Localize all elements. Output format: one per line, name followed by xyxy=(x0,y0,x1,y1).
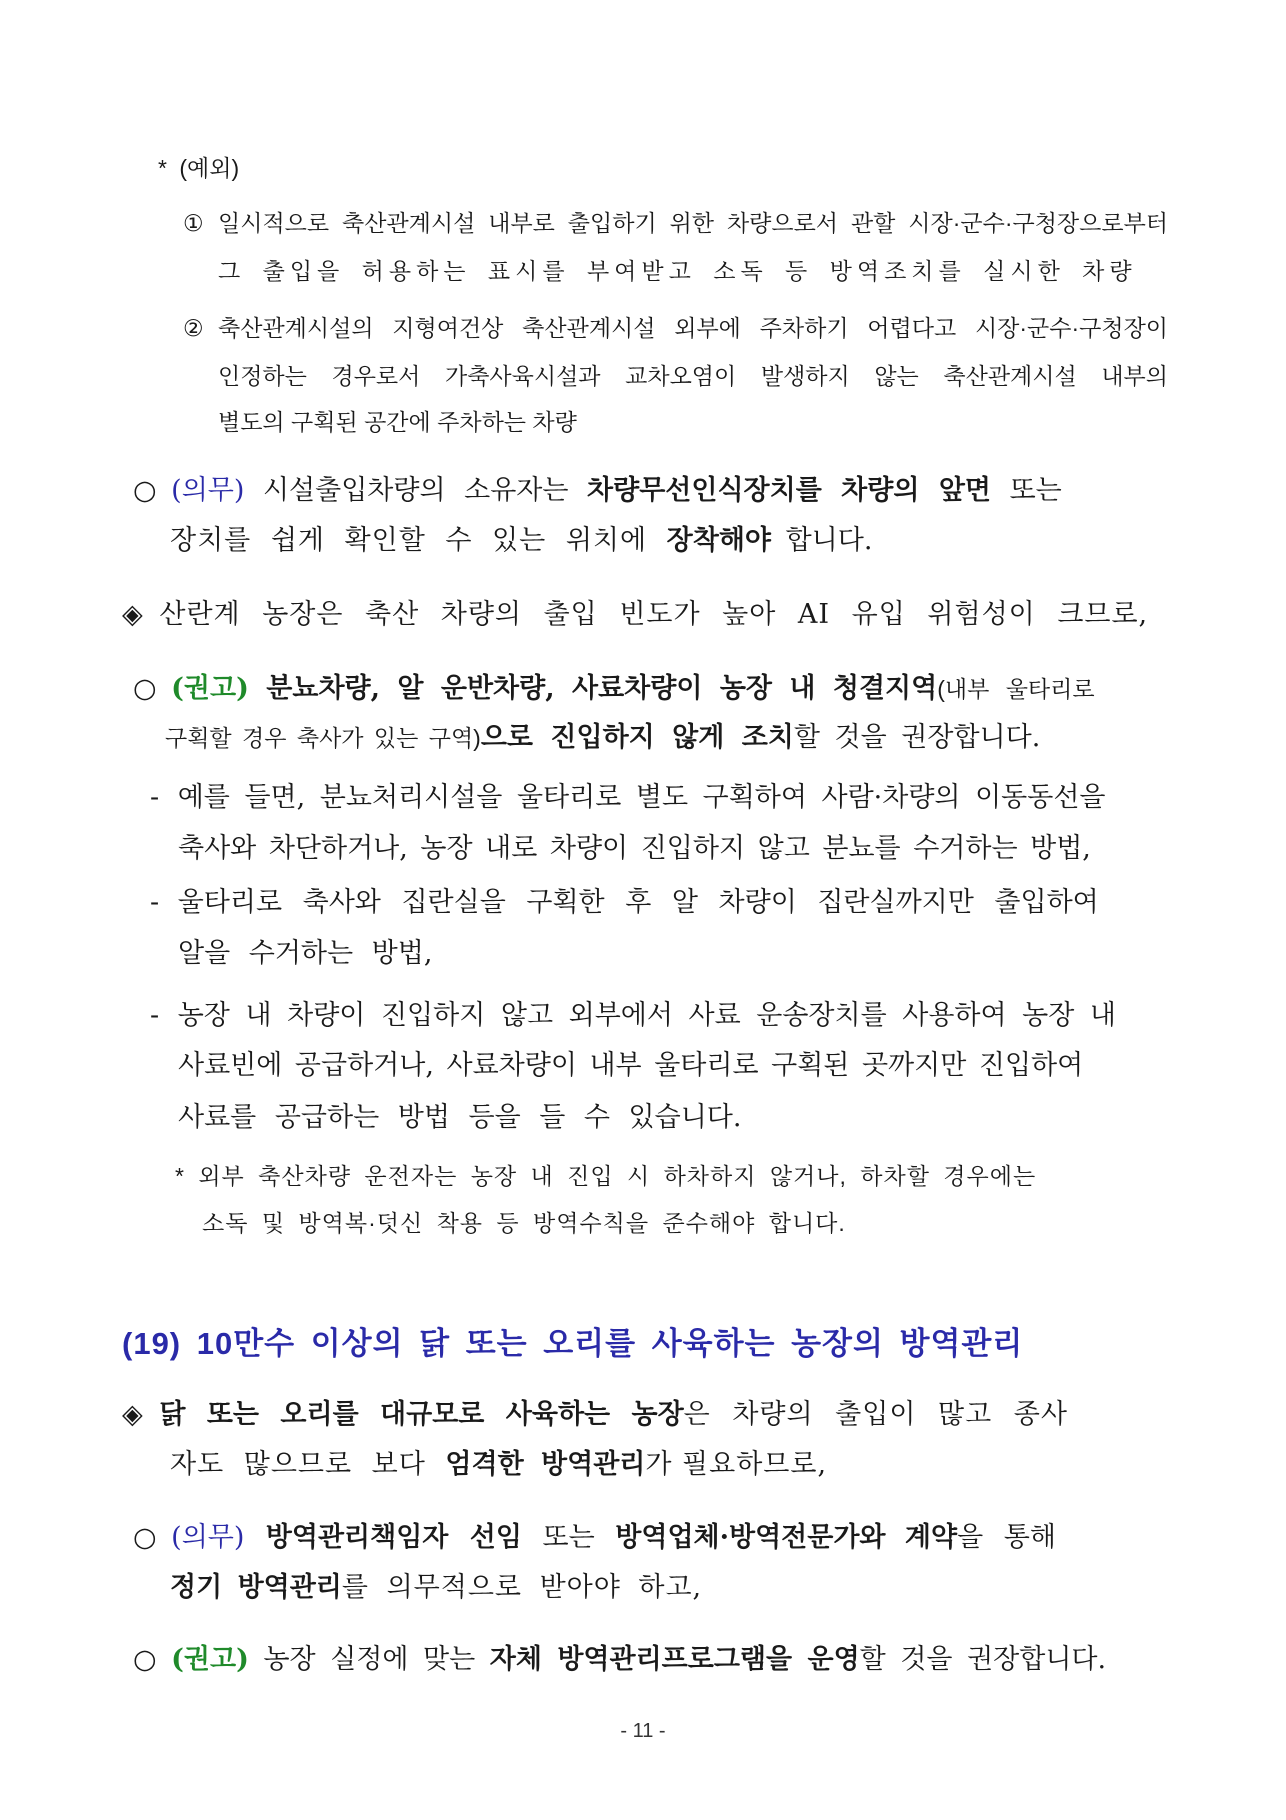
exception-item1-line2 xyxy=(218,253,1137,286)
obligation1-line1 xyxy=(133,468,1062,507)
obligation2-line2 xyxy=(170,1565,702,1604)
obligation-tag: (의무) xyxy=(171,1522,245,1553)
diamond2-bold2: 엄격한 방역관리 xyxy=(445,1449,646,1480)
exception-label: (예외) xyxy=(179,155,240,181)
recommend2-text1: 농장 실정에 맞는 xyxy=(248,1644,490,1675)
exception-item1-text1: 일시적으로 축산관계시설 내부로 출입하기 위한 차량으로서 관할 시장·군수·구청장으로부터 xyxy=(218,210,1169,236)
recommend2-line xyxy=(133,1637,1106,1676)
diamond-bullet: ◈ xyxy=(122,599,143,630)
section-heading xyxy=(122,1318,1023,1363)
exception-item2-text3: 별도의 구획된 공간에 주차하는 차량 xyxy=(218,409,577,435)
recommend2-bold1: 자체 방역관리프로그램을 운영 xyxy=(489,1644,860,1675)
diamond1-text: 산란계 농장은 축산 차량의 출입 빈도가 높아 AI 유입 위험성이 크므로, xyxy=(159,599,1149,630)
example2-text2: 알을 수거하는 방법, xyxy=(178,938,433,969)
example3-text3: 사료를 공급하는 방법 등을 들 수 있습니다. xyxy=(178,1102,742,1133)
obligation2-text2: 을 통해 xyxy=(957,1522,1056,1553)
section-heading-text: (19) 10만수 이상의 닭 또는 오리를 사육하는 농장의 방역관리 xyxy=(122,1326,1024,1361)
example1-line1 xyxy=(150,775,1106,814)
note-text1: 외부 축산차량 운전자는 농장 내 진입 시 하차하지 않거나, 하차할 경우에는 xyxy=(198,1163,1037,1189)
note-text2: 소독 및 방역복·덧신 착용 등 방역수칙을 준수해야 합니다. xyxy=(202,1210,846,1236)
exception-item2-line3 xyxy=(218,404,577,437)
recommend-tag: (권고) xyxy=(171,1644,249,1675)
obligation-tag: (의무) xyxy=(171,475,245,506)
circle-bullet: ○ xyxy=(133,1644,157,1675)
circled-one-marker: ① xyxy=(183,210,204,236)
obligation2-line1 xyxy=(133,1515,1056,1554)
note-line2 xyxy=(202,1205,846,1238)
diamond2-text3: 가 필요하므로, xyxy=(645,1449,828,1480)
obligation2-text1: 또는 xyxy=(521,1522,616,1553)
example3-line1 xyxy=(150,993,1116,1032)
diamond-bullet: ◈ xyxy=(122,1399,143,1430)
example2-text1: 울타리로 축사와 집란실을 구획한 후 알 차량이 집란실까지만 출입하여 xyxy=(177,887,1099,918)
exception-item2-line1 xyxy=(183,310,1168,343)
circled-two-marker: ② xyxy=(183,315,204,341)
obligation2-bold3: 정기 방역관리 xyxy=(170,1572,342,1603)
example2-line1 xyxy=(150,880,1099,919)
recommend1-text1: 할 것을 권장합니다. xyxy=(793,722,1041,753)
example2-line2 xyxy=(178,931,432,970)
obligation1-text2: 또는 xyxy=(991,475,1062,506)
exception-item1-text2: 그 출입을 허용하는 표시를 부여받고 소독 등 방역조치를 실시한 차량 xyxy=(218,258,1137,284)
example3-text1: 농장 내 차량이 진입하지 않고 외부에서 사료 운송장치를 사용하여 농장 내 xyxy=(177,1000,1117,1031)
obligation1-text3: 장치를 쉽게 확인할 수 있는 위치에 xyxy=(170,525,667,556)
exception-label-line xyxy=(158,150,239,183)
example3-line2 xyxy=(178,1043,1083,1082)
dash-bullet: - xyxy=(150,1000,160,1031)
recommend-tag: (권고) xyxy=(171,673,249,704)
asterisk-mark: * xyxy=(175,1163,184,1189)
asterisk-mark: * xyxy=(158,155,167,181)
obligation1-bold1: 차량무선인식장치를 차량의 앞면 xyxy=(587,475,991,506)
diamond2-text2: 자도 많으므로 보다 xyxy=(170,1449,446,1480)
obligation2-text3: 를 의무적으로 받아야 하고, xyxy=(341,1572,703,1603)
diamond2-line2 xyxy=(170,1442,827,1481)
diamond2-line1 xyxy=(122,1392,1068,1431)
recommend1-small1: (내부 울타리로 xyxy=(937,676,1095,702)
exception-item2-line2 xyxy=(218,358,1168,391)
recommend1-line1 xyxy=(133,666,1095,705)
example1-text2: 축사와 차단하거나, 농장 내로 차량이 진입하지 않고 분뇨를 수거하는 방법, xyxy=(178,833,1091,864)
example3-text2: 사료빈에 공급하거나, 사료차량이 내부 울타리로 구획된 곳까지만 진입하여 xyxy=(178,1050,1084,1081)
recommend1-bold1: 분뇨차량, 알 운반차량, 사료차량이 농장 내 청결지역 xyxy=(248,673,938,704)
obligation2-bold2: 방역업체·방역전문가와 계약 xyxy=(615,1522,958,1553)
example1-text1: 예를 들면, 분뇨처리시설을 울타리로 별도 구획하여 사람·차량의 이동동선을 xyxy=(177,782,1106,813)
recommend2-text2: 할 것을 권장합니다. xyxy=(859,1644,1107,1675)
dash-bullet: - xyxy=(150,887,160,918)
diamond2-text1: 은 차량의 출입이 많고 종사 xyxy=(683,1399,1068,1430)
exception-item2-text2: 인정하는 경우로서 가축사육시설과 교차오염이 발생하지 않는 축산관계시설 내부의 xyxy=(218,363,1168,389)
circle-bullet: ○ xyxy=(133,1522,157,1553)
recommend1-line2 xyxy=(165,715,1040,754)
exception-item1-line1 xyxy=(183,205,1168,238)
note-line1 xyxy=(175,1158,1036,1191)
obligation1-text1: 시설출입차량의 소유자는 xyxy=(244,475,588,506)
diamond1-line xyxy=(122,592,1148,631)
circle-bullet: ○ xyxy=(133,475,157,506)
example1-line2 xyxy=(178,826,1091,865)
example3-line3 xyxy=(178,1095,741,1134)
recommend1-small2: 구획할 경우 축사가 있는 구역) xyxy=(165,725,481,751)
obligation1-line2 xyxy=(170,518,872,557)
diamond2-bold1: 닭 또는 오리를 대규모로 사육하는 농장 xyxy=(159,1399,684,1430)
obligation2-bold1: 방역관리책임자 선임 xyxy=(244,1522,522,1553)
obligation1-text4: 합니다. xyxy=(770,525,873,556)
circle-bullet: ○ xyxy=(133,673,157,704)
obligation1-bold2: 장착해야 xyxy=(666,525,771,556)
page-number: - 11 - xyxy=(620,1720,666,1742)
exception-item2-text1: 축산관계시설의 지형여건상 축산관계시설 외부에 주차하기 어렵다고 시장·군수·구청장이 xyxy=(218,315,1169,341)
recommend1-bold2: 으로 진입하지 않게 조치 xyxy=(480,722,794,753)
dash-bullet: - xyxy=(150,782,160,813)
